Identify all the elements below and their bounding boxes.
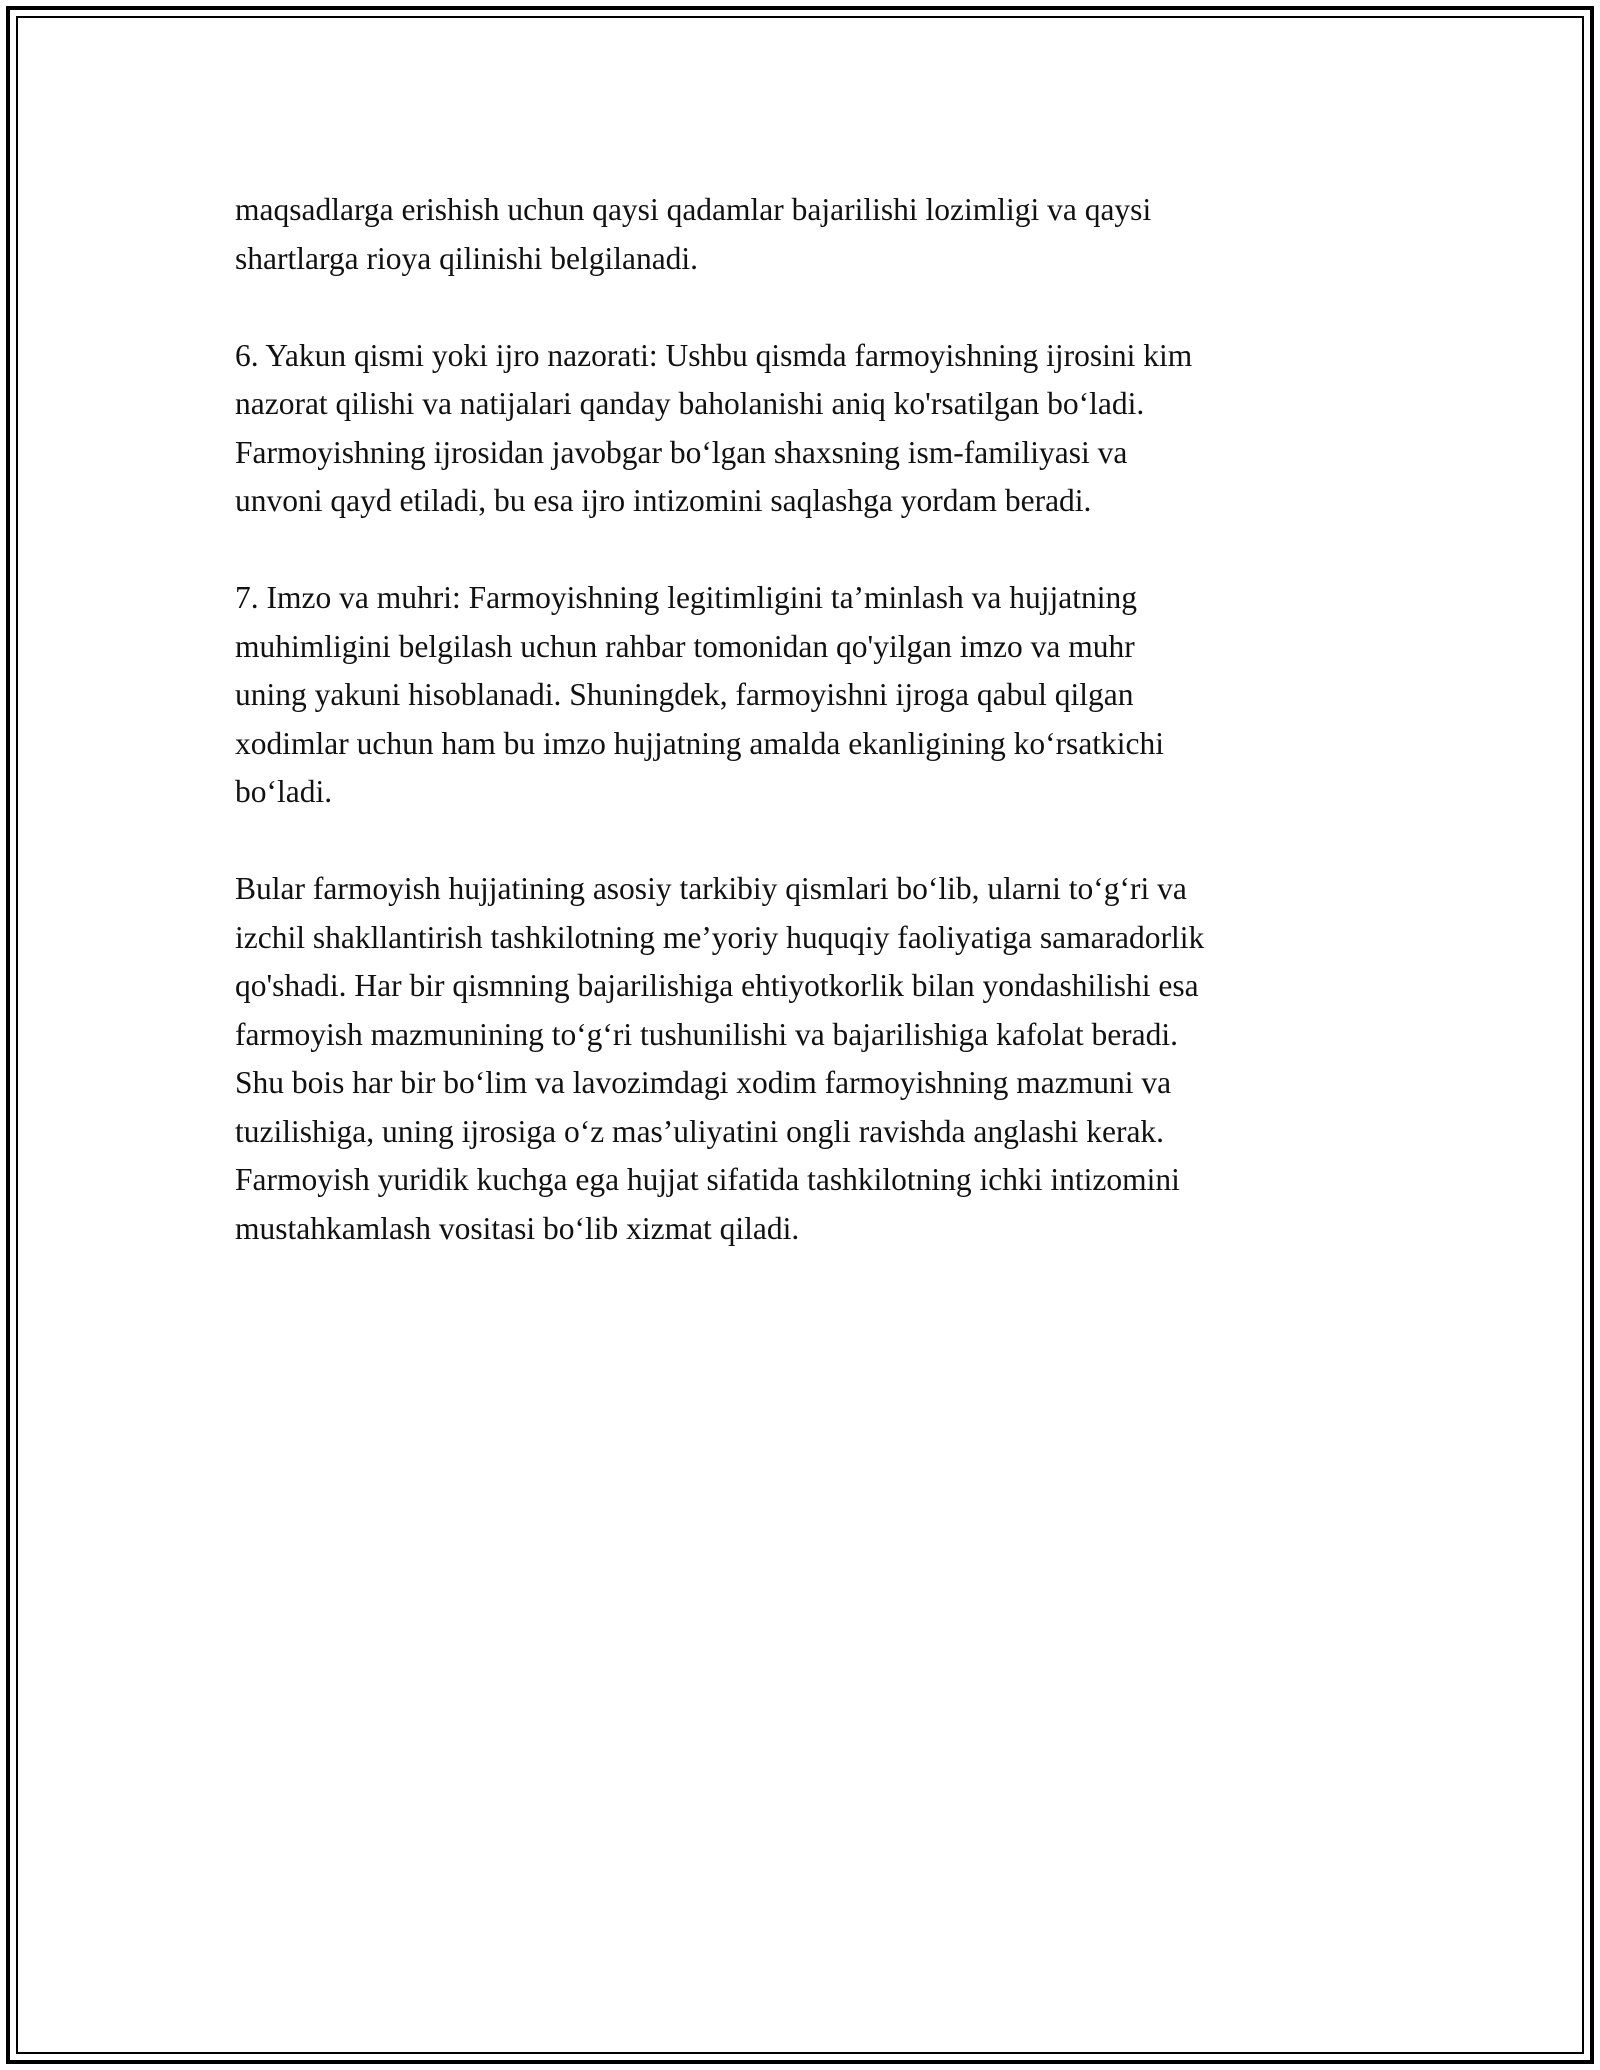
- paragraph-item-7: 7. Imzo va muhri: Farmoyishning legitimligini ta’minlash va hujjatning muhimligini belgilash uchun rahbar tomonidan qo'yilgan imzo va muhr uning yakuni hisoblanadi. Shuningdek, farmoyishni ijroga qabul qilgan xodimlar uchun ham bu imzo hujjatning amalda ekanligining ko‘rsatkichi bo‘ladi.: [235, 580, 1165, 809]
- document-body: [235, 186, 1395, 1253]
- paragraph-conclusion: Bular farmoyish hujjatining asosiy tarkibiy qismlari bo‘lib, ularni to‘g‘ri va izchil shakllantirish tashkilotning me’yoriy huquqiy faoliyatiga samaradorlik qo'shadi. Har bir qismning bajarilishiga ehtiyotkorlik bilan yondashilishi esa farmoyish mazmunining to‘g‘ri tushunilishi va bajarilishiga kafolat beradi. Shu bois har bir bo‘lim va lavozimdagi xodim farmoyishning mazmuni va tuzilishiga, uning ijrosiga o‘z mas’uliyatini ongli ravishda anglashi kerak. Farmoyish yuridik kuchga ega hujjat sifatida tashkilotning ichki intizomini mustahkamlash vositasi bo‘lib xizmat qiladi.: [235, 871, 1205, 1246]
- paragraph-continuation: maqsadlarga erishish uchun qaysi qadamlar bajarilishi lozimligi va qaysi shartlarga rioya qilinishi belgilanadi.: [235, 192, 1152, 276]
- paragraph-item-6: 6. Yakun qismi yoki ijro nazorati: Ushbu qismda farmoyishning ijrosini kim nazorat qilishi va natijalari qanday baholanishi aniq ko'rsatilgan bo‘ladi. Farmoyishning ijrosidan javobgar bo‘lgan shaxsning ism-familiyasi va unvoni qayd etiladi, bu esa ijro intizomini saqlashga yordam beradi.: [235, 337, 1193, 518]
